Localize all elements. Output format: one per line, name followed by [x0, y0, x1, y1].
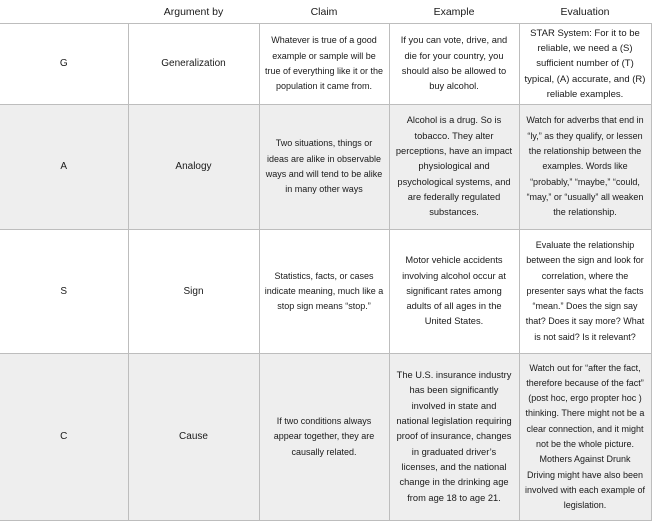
row-letter: G: [0, 24, 128, 105]
row-claim: [259, 24, 389, 105]
evaluation-text: STAR System: For it to be reliable, we need a (S) sufficient number of (T) typical, (A) accurate, and (R) reliable examples.: [524, 27, 646, 100]
example-text: If you can vote, drive, and die for your country, you should also be allowed to buy alcohol.: [400, 35, 508, 92]
header-letter: [0, 0, 128, 24]
header-argument-by: Argument by: [128, 0, 259, 24]
row-example: [389, 354, 519, 521]
table-row: [0, 105, 651, 230]
row-example: [389, 24, 519, 105]
table-row: [0, 354, 651, 521]
header-claim: Claim: [259, 0, 389, 24]
example-text: Alcohol is a drug. So is tobacco. They alter perceptions, have an impact physiological and psychological systems, and are federally regulated substances.: [395, 115, 513, 218]
row-argument: Cause: [128, 354, 259, 521]
row-claim: [259, 354, 389, 521]
row-example: [389, 230, 519, 354]
table-row: [0, 230, 651, 354]
row-letter: S: [0, 230, 128, 354]
row-evaluation: [519, 354, 651, 521]
row-evaluation: [519, 24, 651, 105]
example-text: Motor vehicle accidents involving alcohol occur at significant rates among adults of all ages in the United States.: [402, 255, 506, 327]
row-argument: Sign: [128, 230, 259, 354]
row-claim: [259, 105, 389, 230]
row-letter: A: [0, 105, 128, 230]
claim-text: Whatever is true of a good example or sample will be true of everything like it or the population it came from.: [264, 35, 384, 92]
claim-text: Two situations, things or ideas are alike in observable ways and will tend to be alike in many other ways: [265, 138, 383, 195]
evaluation-text: Watch for adverbs that end in “ly,” as they qualify, or lessen the relationship between the examples. Words like “probably,” “maybe,” “could, “may,” or “usually” all weaken the relationship.: [526, 115, 644, 218]
row-letter: C: [0, 354, 128, 521]
header-evaluation: Evaluation: [519, 0, 651, 24]
row-claim: [259, 230, 389, 354]
row-evaluation: [519, 105, 651, 230]
header-example: Example: [389, 0, 519, 24]
claim-text: If two conditions always appear together, they are causally related.: [273, 416, 375, 457]
table-header-row: [0, 0, 651, 24]
evaluation-text: Evaluate the relationship between the sign and look for correlation, where the presenter says what the facts “mean.” Does the sign say that? Does it say more? What is not said? Is it relevant?: [525, 239, 645, 342]
evaluation-text: Watch out for “after the fact, therefore because of the fact” (post hoc, ergo propter hoc ) thinking. There might not be a clear connection, and it might not be the whole picture. Mothers Against Drunk Driving might have also been involved with each example of legislation.: [524, 362, 646, 511]
example-text: The U.S. insurance industry has been significantly involved in state and national legislation requiring proof of insurance, changes in graduated driver’s licenses, and the national change in the drinking age from age 18 to age 21.: [396, 370, 512, 503]
row-argument: Analogy: [128, 105, 259, 230]
table-row: [0, 24, 651, 105]
row-evaluation: [519, 230, 651, 354]
row-example: [389, 105, 519, 230]
row-argument: Generalization: [128, 24, 259, 105]
claim-text: Statistics, facts, or cases indicate meaning, much like a stop sign means “stop.”: [264, 270, 384, 312]
